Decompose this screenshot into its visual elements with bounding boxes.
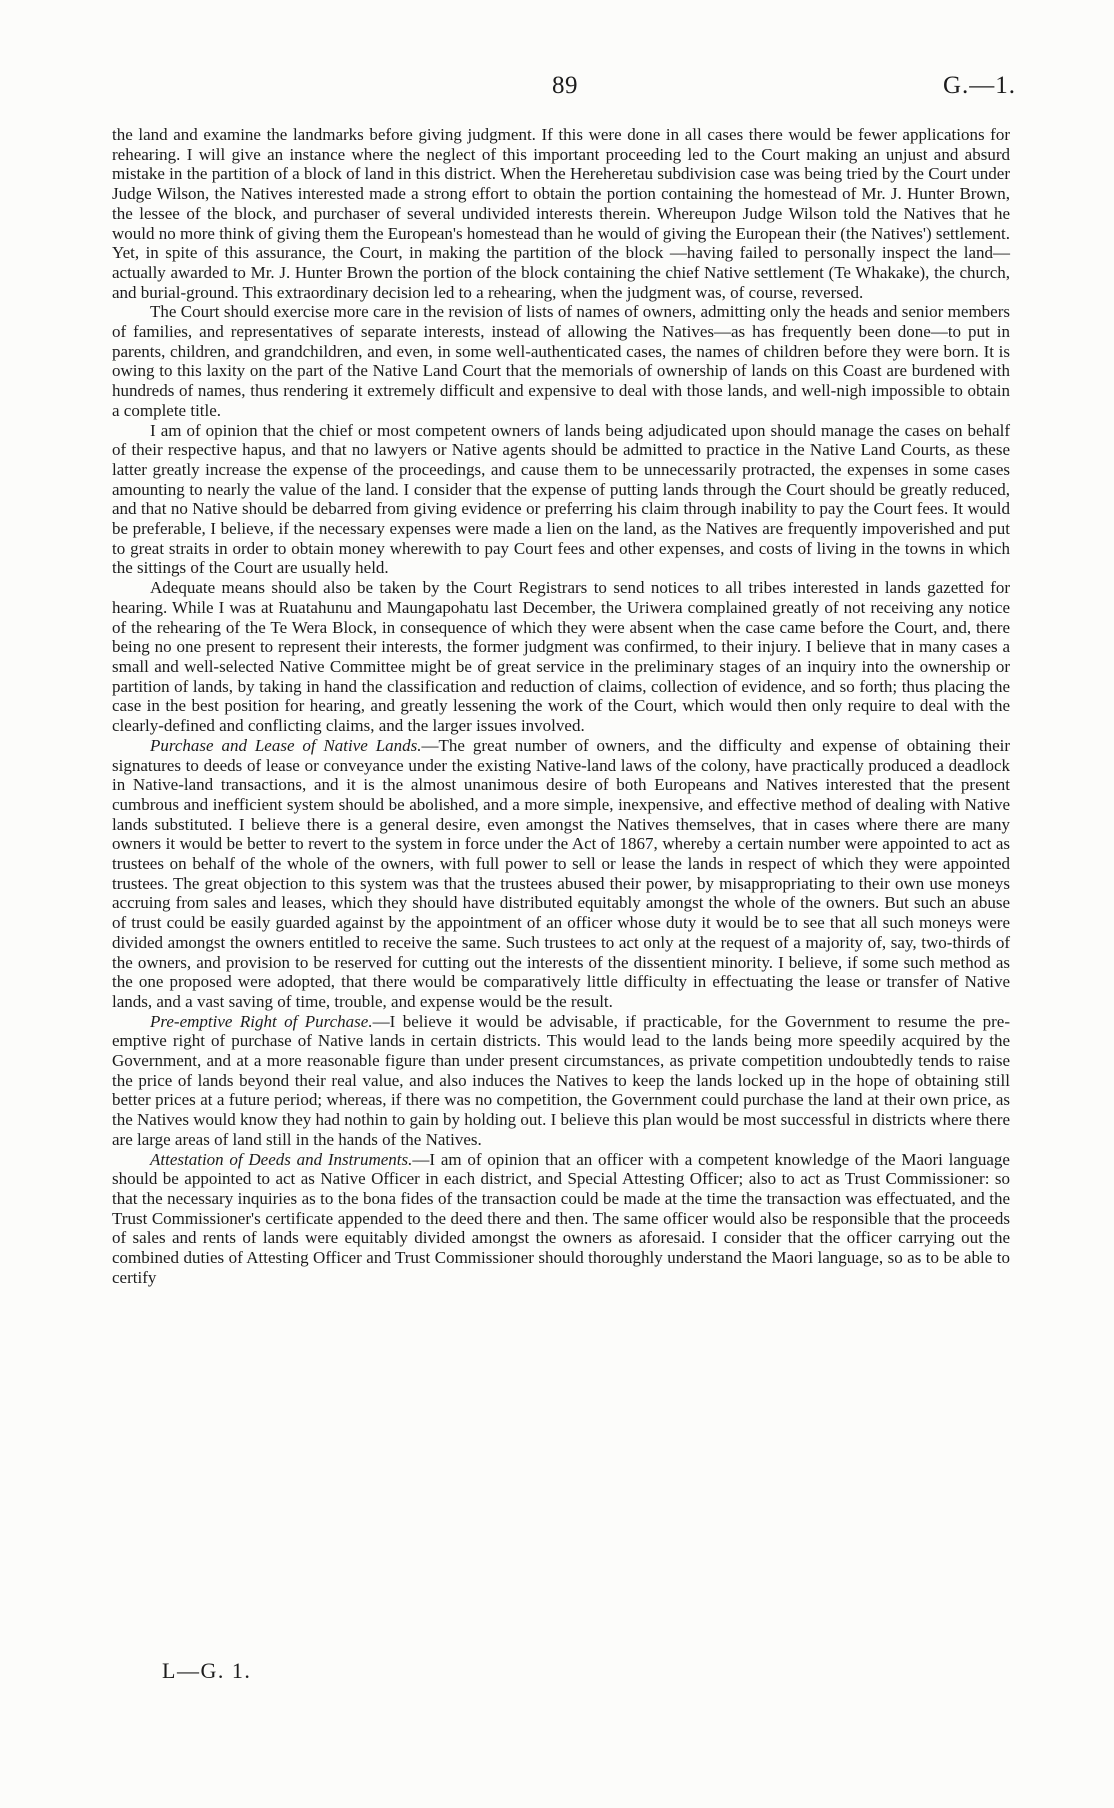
paragraph-heading: Purchase and Lease of Native Lands. xyxy=(150,735,422,755)
paragraph-text: —I am of opinion that an officer with a competent knowledge of the Maori language should be appointed to act as Native Officer in each district, and Special Attesting Officer; also to act as Trust Commissioner: so that the necessary inquiries as to the bona fides of the transaction could be made at the time the transaction was effectuated, and the Trust Commissioner's certificate appended to the deed there and then. The same officer would also be responsible that the proceeds of sales and rents of lands were equitably divided amongst the owners as aforesaid. I consider that the officer carrying out the combined duties of Attesting Officer and Trust Commissioner should thoroughly understand the Maori language, so as to be able to certify xyxy=(112,1149,1010,1287)
paragraph xyxy=(112,302,1010,420)
page-number: 89 xyxy=(552,72,578,99)
paragraph xyxy=(112,736,1010,1012)
paragraph xyxy=(112,1150,1010,1288)
body-text xyxy=(112,125,1010,1287)
paragraph-heading: Attestation of Deeds and Instruments. xyxy=(150,1149,413,1169)
paragraph-text: —The great number of owners, and the difficulty and expense of obtaining their signatures to deeds of lease or conveyance under the existing Native-land laws of the colony, have practically produced a deadlock in Native-land transactions, and it is the almost unanimous desire of both Europeans and Natives interested that the present cumbrous and inefficient system should be abolished, and a more simple, inexpensive, and effective method of dealing with Native lands substituted. I believe there is a general desire, even amongst the Natives themselves, that in cases where there are many owners it would be better to revert to the system in force under the Act of 1867, whereby a certain number were appointed to act as trustees on behalf of the whole of the owners, with full power to sell or lease the lands in respect of which they were appointed trustees. The great objection to this system was that the trustees abused their power, by misappropriating to their own use moneys accruing from sales and leases, which they should have distributed equitably amongst the whole of the owners. But such an abuse of trust could be easily guarded against by the appointment of an officer whose duty it would be to see that all such moneys were divided amongst the owners entitled to receive the same. Such trustees to act only at the request of a majority of, say, two-thirds of the owners, and provision to be reserved for cutting out the interests of the dissentient minority. I believe, if some such method as the one proposed were adopted, that there would be comparatively little difficulty in effectuating the lease or transfer of Native lands, and a vast saving of time, trouble, and expense would be the result. xyxy=(112,735,1010,1011)
paragraph xyxy=(112,125,1010,302)
paragraph xyxy=(112,578,1010,736)
paragraph-text: I am of opinion that the chief or most competent owners of lands being adjudicated upon should manage the cases on behalf of their respective hapus, and that no lawyers or Native agents should be admitted to practice in the Native Land Courts, as these latter greatly increase the expense of the proceedings, and cause them to be unnecessarily protracted, the expenses in some cases amounting to nearly the value of the land. I consider that the expense of putting lands through the Court should be greatly reduced, and that no Native should be debarred from giving evidence or preferring his claim through inability to pay the Court fees. It would be preferable, I believe, if the necessary expenses were made a lien on the land, as the Natives are frequently impoverished and put to great straits in order to obtain money wherewith to pay Court fees and other expenses, and costs of living in the towns in which the sittings of the Court are usually held. xyxy=(112,420,1010,578)
paragraph-text: the land and examine the landmarks before giving judgment. If this were done in all cases there would be fewer applications for rehearing. I will give an instance where the neglect of this important proceeding led to the Court making an unjust and absurd mistake in the partition of a block of land in this district. When the Hereheretau subdivision case was being tried by the Court under Judge Wilson, the Natives interested made a strong effort to obtain the portion containing the homestead of Mr. J. Hunter Brown, the lessee of the block, and purchaser of several undivided interests therein. Whereupon Judge Wilson told the Natives that he would no more think of giving them the European's homestead than he would of giving the European their (the Natives') settlement. Yet, in spite of this assurance, the Court, in making the partition of the block —having failed to personally inspect the land—actually awarded to Mr. J. Hunter Brown the portion of the block containing the chief Native settlement (Te Whakake), the church, and burial-ground. This extraordinary decision led to a rehearing, when the judgment was, of course, reversed. xyxy=(112,125,1010,302)
paragraph-text: The Court should exercise more care in the revision of lists of names of owners, admitting only the heads and senior members of families, and representatives of separate interests, instead of allowing the Natives—as has frequently been done—to put in parents, children, and grandchildren, and even, in some well-authenticated cases, the names of children before they were born. It is owing to this laxity on the part of the Native Land Court that the memorials of ownership of lands on this Coast are burdened with hundreds of names, thus rendering it extremely difficult and expensive to deal with those lands, and well-nigh impossible to obtain a complete title. xyxy=(112,302,1010,420)
paragraph xyxy=(112,421,1010,579)
page-header xyxy=(0,72,1114,106)
footer-signature: L—G. 1. xyxy=(162,1658,252,1683)
document-reference: G.—1. xyxy=(942,72,1016,99)
paragraph xyxy=(112,1012,1010,1150)
paragraph-heading: Pre-emptive Right of Purchase. xyxy=(150,1011,373,1031)
paragraph-text: Adequate means should also be taken by the Court Registrars to send notices to all tribes interested in lands gazetted for hearing. While I was at Ruatahunu and Maungapohatu last December, the Uriwera complained greatly of not receiving any notice of the rehearing of the Te Wera Block, in consequence of which they were absent when the case came before the Court, and, there being no one present to represent their interests, the former judgment was confirmed, to their injury. I believe that in many cases a small and well-selected Native Committee might be of great service in the preliminary stages of an inquiry into the ownership or partition of lands, by taking in hand the classification and reduction of claims, collection of evidence, and so forth; thus placing the case in the best position for hearing, and greatly lessening the work of the Court, which would then only require to deal with the clearly-defined and conflicting claims, and the larger issues involved. xyxy=(112,578,1010,736)
paragraph-text: —I believe it would be advisable, if practicable, for the Government to resume the pre-emptive right of purchase of Native lands in certain districts. This would lead to the lands being more speedily acquired by the Government, and at a more reasonable figure than under present circumstances, as private competition undoubtedly tends to raise the price of lands beyond their real value, and also induces the Natives to keep the lands locked up in the hope of obtaining still better prices at a future period; whereas, if there was no competition, the Government could purchase the land at their own price, as the Natives would know they had nothin to gain by holding out. I believe this plan would be most successful in districts where there are large areas of land still in the hands of the Natives. xyxy=(112,1011,1011,1149)
